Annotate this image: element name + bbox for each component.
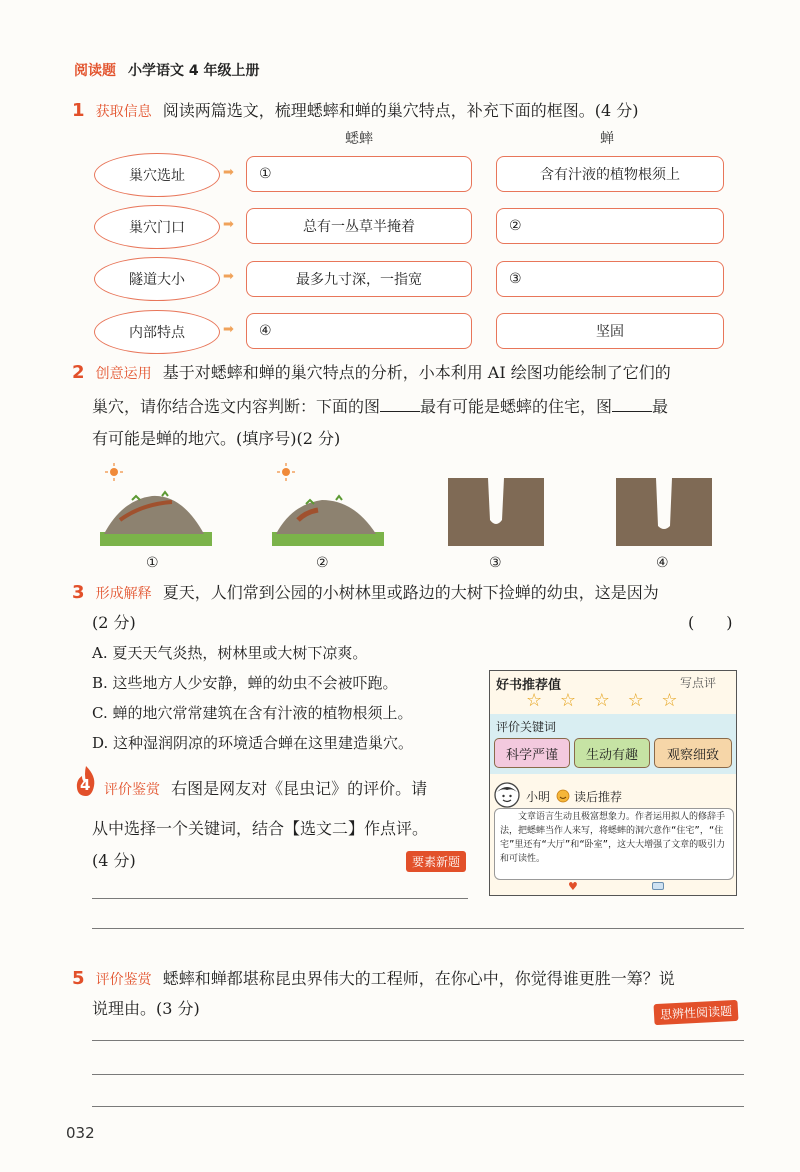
q5-line1 bbox=[72, 964, 752, 995]
q1-tag: 获取信息 bbox=[95, 104, 152, 120]
arrow-icon: ➡ bbox=[223, 165, 234, 180]
cricket-tunnel-box: 最多九寸深，一指宽 bbox=[246, 261, 472, 297]
q4-answer-line[interactable] bbox=[92, 928, 744, 929]
mound-picture-2 bbox=[272, 496, 384, 546]
q2-number: 2 bbox=[72, 362, 85, 383]
page-number: 032 bbox=[66, 1124, 95, 1142]
answer-box-4[interactable]: ④ bbox=[246, 313, 472, 349]
smile-icon bbox=[556, 789, 570, 803]
sun-icon bbox=[105, 463, 123, 481]
q3-choice-a[interactable]: A. 夏天天气炎热，树林里或大树下凉爽。 bbox=[92, 644, 368, 662]
q5-number: 5 bbox=[72, 968, 85, 989]
card-corner-label: 写点评 bbox=[680, 676, 717, 690]
pic-label-3: ③ bbox=[489, 555, 502, 571]
mound-picture-1 bbox=[100, 492, 212, 546]
q3-tag: 形成解释 bbox=[95, 586, 152, 602]
rating-stars: ☆ ☆ ☆ ☆ ☆ bbox=[526, 690, 684, 711]
q3-choice-c[interactable]: C. 蝉的地穴常常建筑在含有汁液的植物根须上。 bbox=[92, 704, 413, 722]
pic-label-2: ② bbox=[316, 555, 329, 571]
q4-badge: 要素新题 bbox=[406, 851, 466, 872]
col-head-cricket: 蟋蟀 bbox=[345, 131, 373, 147]
q2-line2 bbox=[92, 392, 668, 422]
q2-text-line2b: 最有可能是蟋蟀的住宅，图 bbox=[420, 397, 613, 416]
row-label-site: 巢穴选址 bbox=[94, 153, 220, 197]
q2-line3: 有可能是蝉的地穴。(填序号)(2 分) bbox=[92, 429, 341, 448]
row-label-interior: 内部特点 bbox=[94, 310, 220, 354]
q3-choice-d[interactable]: D. 这种湿润阴凉的环境适合蝉在这里建造巢穴。 bbox=[92, 734, 414, 752]
keyword-title: 评价关键词 bbox=[496, 720, 557, 734]
q2-blank-cicada[interactable] bbox=[612, 394, 652, 412]
q4-answer-line[interactable] bbox=[92, 898, 468, 899]
q1-heading bbox=[72, 96, 638, 126]
answer-box-2[interactable]: ② bbox=[496, 208, 724, 244]
cicada-site-box: 含有汁液的植物根须上 bbox=[496, 156, 724, 192]
q3-text-line2: (2 分) bbox=[92, 613, 136, 632]
q4-text-line3: (4 分) bbox=[92, 851, 136, 870]
review-title: 读后推荐 bbox=[574, 790, 623, 804]
soil-picture-3 bbox=[448, 478, 544, 546]
q3-line1 bbox=[72, 578, 752, 609]
header-title: 小学语文 4 年级上册 bbox=[128, 63, 260, 79]
col-head-cicada: 蝉 bbox=[600, 131, 614, 147]
q3-text-line1: 夏天，人们常到公园的小树林里或路边的大树下捡蝉的幼虫，这是因为 bbox=[162, 583, 659, 602]
q4-line1 bbox=[104, 774, 427, 805]
pic-label-1: ① bbox=[146, 555, 159, 571]
q2-blank-cricket[interactable] bbox=[380, 394, 420, 412]
reviewer-name: 小明 bbox=[526, 790, 551, 804]
review-text: 文章语言生动且极富想象力。作者运用拟人的修辞手法，把蟋蟀当作人来写，将蟋蟀的洞穴意作“住宅”，“住宅”里还有“大厅”和“卧室”，这大大增强了文章的吸引力和可读性。 bbox=[500, 812, 726, 864]
arrow-icon: ➡ bbox=[223, 269, 234, 284]
q5-text-line2: 说理由。(3 分) bbox=[92, 999, 200, 1018]
q3-number: 3 bbox=[72, 582, 85, 603]
keyword-observant[interactable]: 观察细致 bbox=[654, 738, 732, 768]
q3-answer-paren[interactable]: ( ) bbox=[688, 613, 733, 632]
arrow-icon: ➡ bbox=[223, 322, 234, 337]
q2-text-line1: 基于对蟋蟀和蝉的巢穴特点的分析，小本利用 AI 绘图功能绘制了它们的 bbox=[162, 363, 671, 382]
q1-number: 1 bbox=[72, 100, 85, 121]
header-tag: 阅读题 bbox=[74, 63, 116, 79]
q4-text-line2: 从中选择一个关键词，结合【选文二】作点评。 bbox=[92, 819, 429, 838]
q2-tag: 创意运用 bbox=[95, 366, 152, 382]
q5-text-line1: 蟋蟀和蝉都堪称昆虫界伟大的工程师，在你心中，你觉得谁更胜一筹？说 bbox=[162, 969, 675, 988]
q1-text: 阅读两篇选文，梳理蟋蟀和蝉的巢穴特点，补充下面的框图。(4 分) bbox=[162, 101, 639, 120]
q5-answer-line[interactable] bbox=[92, 1074, 744, 1075]
card-title: 好书推荐值 bbox=[496, 678, 562, 693]
q2-text-line2a: 巢穴，请你结合选文内容判断：下面的图 bbox=[92, 397, 381, 416]
q4-tag: 评价鉴赏 bbox=[104, 782, 160, 798]
avatar bbox=[494, 782, 520, 808]
comment-icon[interactable] bbox=[652, 882, 664, 890]
q4-number: 4 bbox=[80, 776, 91, 794]
q3-choice-b[interactable]: B. 这些地方人少安静，蝉的幼虫不会被吓跑。 bbox=[92, 674, 398, 692]
heart-icon[interactable]: ♥ bbox=[568, 880, 578, 893]
row-label-entrance: 巢穴门口 bbox=[94, 205, 220, 249]
q4-text-line1: 右图是网友对《昆虫记》的评价。请 bbox=[171, 779, 428, 798]
q2-text-line2c: 最 bbox=[652, 397, 669, 416]
arrow-icon: ➡ bbox=[223, 217, 234, 232]
pic-label-4: ④ bbox=[656, 555, 669, 571]
q5-badge: 思辨性阅读题 bbox=[654, 1000, 739, 1025]
row-label-tunnel: 隧道大小 bbox=[94, 257, 220, 301]
answer-box-1[interactable]: ① bbox=[246, 156, 472, 192]
soil-picture-4 bbox=[616, 478, 712, 546]
q5-answer-line[interactable] bbox=[92, 1106, 744, 1107]
sun-icon bbox=[277, 463, 295, 481]
cicada-interior-box: 坚固 bbox=[496, 313, 724, 349]
keyword-vivid[interactable]: 生动有趣 bbox=[574, 738, 650, 768]
burrow-illustrations bbox=[92, 460, 742, 558]
q5-answer-line[interactable] bbox=[92, 1040, 744, 1041]
cricket-entrance-box: 总有一丛草半掩着 bbox=[246, 208, 472, 244]
q5-tag: 评价鉴赏 bbox=[95, 972, 152, 988]
keyword-scientific[interactable]: 科学严谨 bbox=[494, 738, 570, 768]
answer-box-3[interactable]: ③ bbox=[496, 261, 724, 297]
q2-line1 bbox=[72, 358, 752, 389]
